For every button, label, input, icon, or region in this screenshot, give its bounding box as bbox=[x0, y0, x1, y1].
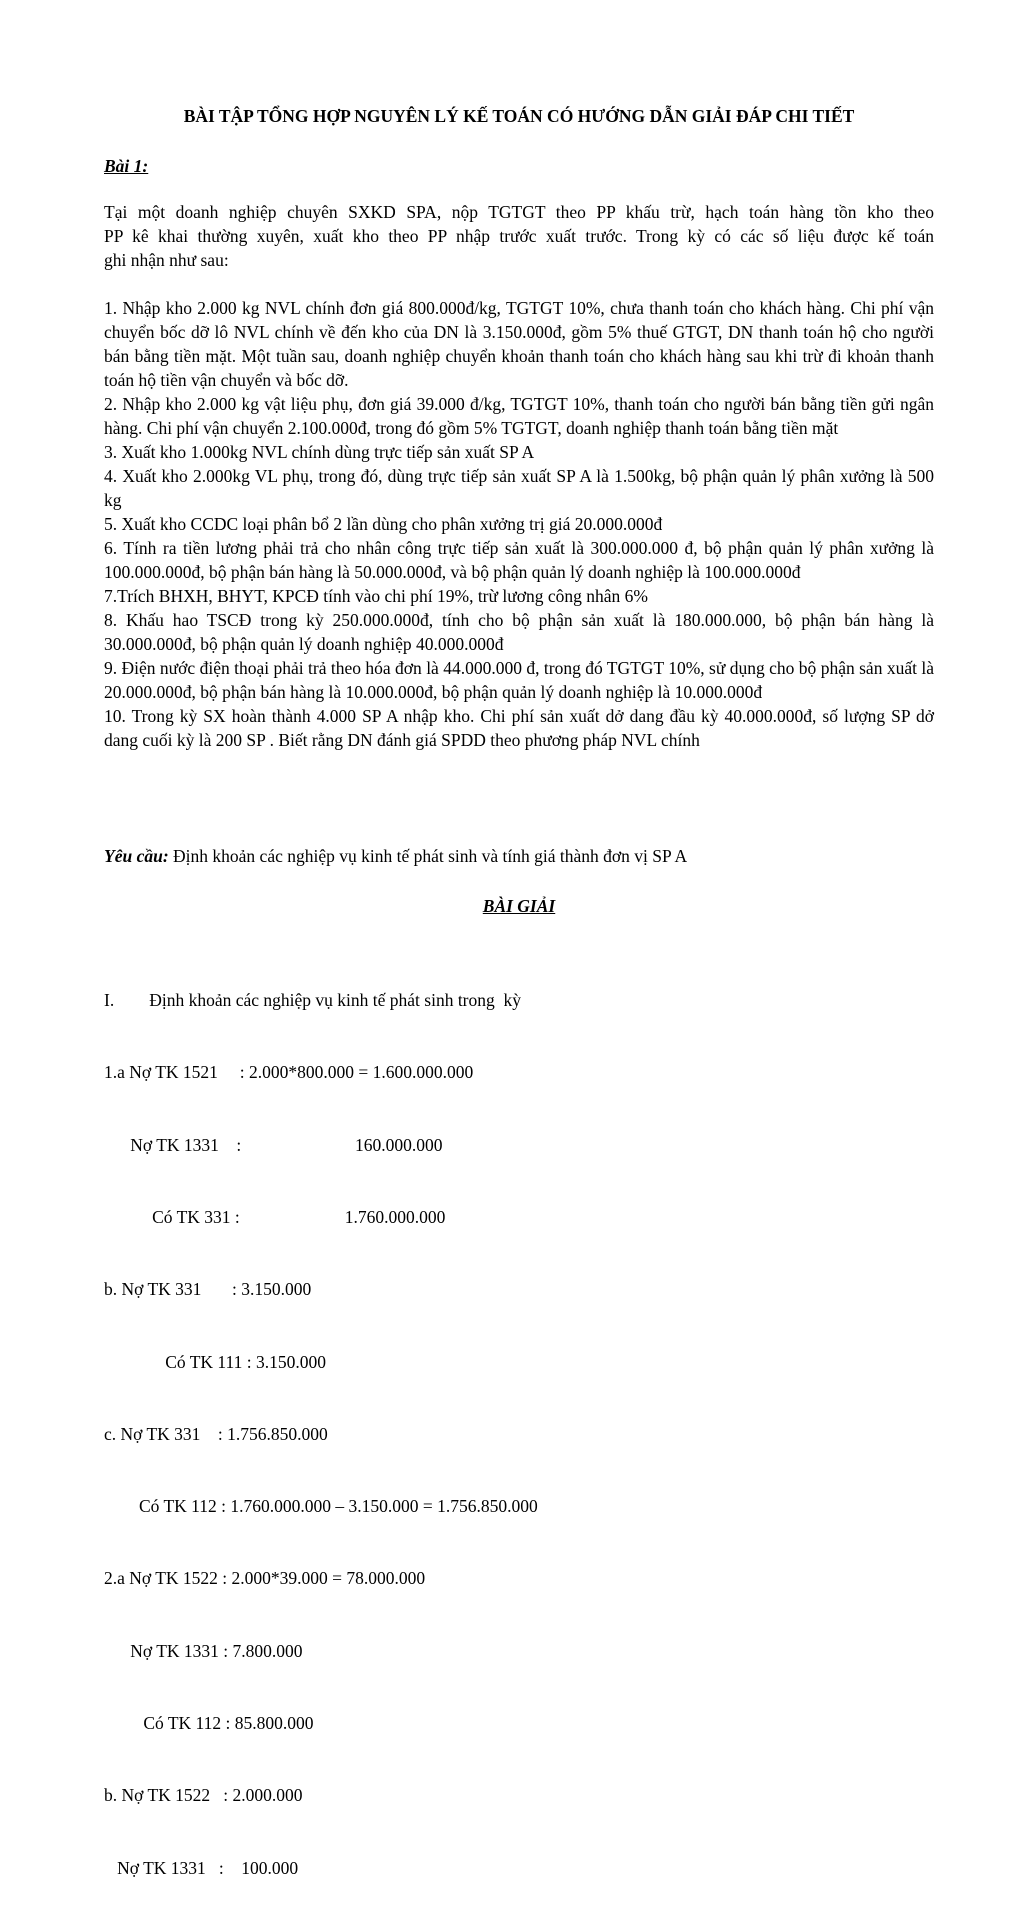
solution-line: Nợ TK 1331 : 7.800.000 bbox=[104, 1640, 303, 1661]
solution-heading: BÀI GIẢI bbox=[482, 896, 556, 916]
exercise-heading: Bài 1: bbox=[104, 156, 149, 176]
solution-line: Có TK 112 : 85.800.000 bbox=[104, 1713, 314, 1733]
requirement-text: Định khoản các nghiệp vụ kinh tế phát sinh và tính giá thành đơn vị SP A bbox=[168, 846, 688, 866]
task-item-6: 6. Tính ra tiền lương phải trả cho nhân công trực tiếp sản xuất là 300.000.000 đ, bộ phận quản lý phân xưởng là 100.000.000đ, bộ phận bán hàng là 50.000.000đ, và bộ phận quản lý doanh nghiệp là 100.000.000đ bbox=[104, 538, 934, 582]
solution-entries bbox=[104, 940, 538, 1928]
requirement bbox=[104, 844, 687, 868]
task-item-3: 3. Xuất kho 1.000kg NVL chính dùng trực tiếp sản xuất SP A bbox=[104, 442, 535, 462]
solution-line: Có TK 331 : 1.760.000.000 bbox=[104, 1207, 446, 1228]
task-item-10: 10. Trong kỳ SX hoàn thành 4.000 SP A nhập kho. Chi phí sản xuất dở dang đầu kỳ 40.000.000đ, số lượng SP dở dang cuối kỳ là 200 SP . Biết rằng DN đánh giá SPDD theo phương pháp NVL chính bbox=[104, 706, 934, 750]
solution-line: c. Nợ TK 331 : 1.756.850.000 bbox=[104, 1423, 328, 1444]
solution-line: I. Định khoản các nghiệp vụ kinh tế phát sinh trong kỳ bbox=[104, 990, 522, 1011]
solution-line: Có TK 111 : 3.150.000 bbox=[104, 1351, 326, 1372]
solution-line: Nợ TK 1331 : 100.000 bbox=[104, 1857, 299, 1878]
solution-line: b. Nợ TK 331 : 3.150.000 bbox=[104, 1279, 312, 1300]
task-item-5: 5. Xuất kho CCDC loại phân bổ 2 lần dùng cho phân xưởng trị giá 20.000.000đ bbox=[104, 514, 663, 534]
task-item-2: 2. Nhập kho 2.000 kg vật liệu phụ, đơn giá 39.000 đ/kg, TGTGT 10%, thanh toán cho người bán bằng tiền gửi ngân hàng. Chi phí vận chuyển 2.100.000đ, trong đó gồm 5% TGTGT, doanh nghiệp thanh toán bằng tiền mặt bbox=[104, 394, 934, 438]
intro-line: Tại một doanh nghiệp chuyên SXKD SPA, nộp TGTGT theo PP khấu trừ, hạch toán hàng tồn kho theo bbox=[104, 202, 934, 222]
solution-line: b. Nợ TK 1522 : 2.000.000 bbox=[104, 1785, 303, 1806]
solution-line: Có TK 112 : 1.760.000.000 – 3.150.000 = 1.756.850.000 bbox=[104, 1496, 538, 1517]
task-item-9: 9. Điện nước điện thoại phải trả theo hóa đơn là 44.000.000 đ, trong đó TGTGT 10%, sử dụng cho bộ phận sản xuất là 20.000.000đ, bộ phận bán hàng là 10.000.000đ, bộ phận quản lý doanh nghiệp là 10.000.000đ bbox=[104, 658, 934, 702]
task-item-7: 7.Trích BHXH, BHYT, KPCĐ tính vào chi phí 19%, trừ lương công nhân 6% bbox=[104, 586, 648, 606]
task-item-8: 8. Khấu hao TSCĐ trong kỳ 250.000.000đ, tính cho bộ phận sản xuất là 180.000.000, bộ phận bán hàng là 30.000.000đ, bộ phận quản lý doanh nghiệp 40.000.000đ bbox=[104, 610, 934, 654]
document-title: BÀI TẬP TỔNG HỢP NGUYÊN LÝ KẾ TOÁN CÓ HƯỚNG DẪN GIẢI ĐÁP CHI TIẾT bbox=[183, 106, 855, 126]
solution-line: 1.a Nợ TK 1521 : 2.000*800.000 = 1.600.000.000 bbox=[104, 1062, 474, 1083]
intro-paragraph bbox=[104, 200, 934, 272]
requirement-label: Yêu cầu: bbox=[104, 846, 169, 866]
task-list bbox=[104, 296, 934, 752]
task-item-1: 1. Nhập kho 2.000 kg NVL chính đơn giá 800.000đ/kg, TGTGT 10%, chưa thanh toán cho khách hàng. Chi phí vận chuyển bốc dỡ lô NVL chính về đến kho của DN là 3.150.000đ, gồm 5% thuế GTGT, DN thanh toán hộ cho người bán bằng tiền mặt. Một tuần sau, doanh nghiệp chuyển khoản thanh toán cho khách hàng sau khi trừ đi khoản thanh toán hộ tiền vận chuyển và bốc dỡ. bbox=[104, 298, 934, 390]
task-item-4: 4. Xuất kho 2.000kg VL phụ, trong đó, dùng trực tiếp sản xuất SP A là 1.500kg, bộ phận quản lý phân xưởng là 500 kg bbox=[104, 466, 934, 510]
intro-line: ghi nhận như sau: bbox=[104, 250, 229, 270]
intro-line: PP kê khai thường xuyên, xuất kho theo PP nhập trước xuất trước. Trong kỳ có các số liệu được kế toán bbox=[104, 226, 934, 246]
solution-line: 2.a Nợ TK 1522 : 2.000*39.000 = 78.000.000 bbox=[104, 1568, 426, 1589]
solution-line: Nợ TK 1331 : 160.000.000 bbox=[104, 1134, 443, 1155]
document-page bbox=[104, 0, 934, 1878]
